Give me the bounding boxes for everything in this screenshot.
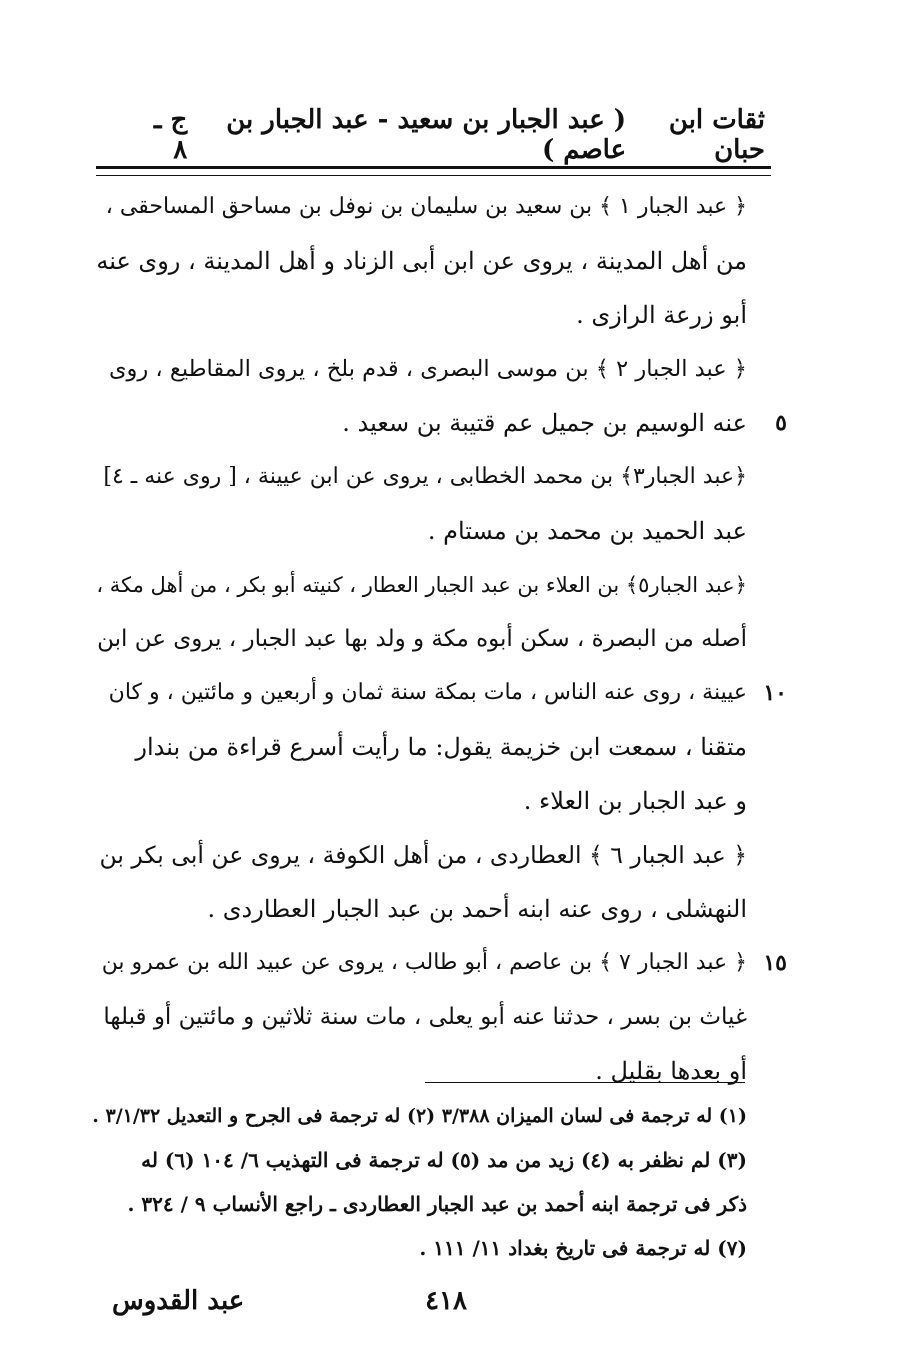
header-rule [96, 166, 771, 176]
text-line: ١٠ عيينة ، روى عنه الناس ، مات بمكة سنة ثمان و أربعين و مائتين ، و كان [97, 666, 747, 720]
text-line: و عبد الجبار بن العلاء . [523, 787, 747, 815]
line-number: ١٥ [763, 950, 787, 976]
text-line: من أهل المدينة ، يروى عن ابن أبى الزناد و أهل المدينة ، روى عنه [96, 247, 747, 275]
signature: عبد القدوس [112, 1286, 245, 1316]
text-line: ﴿عبد الجبار٣﴾ بن محمد الخطابى ، يروى عن ابن عيينة ، [ روى عنه ـ ٤] [103, 464, 747, 489]
entry-range: ( عبد الجبار بن سعيد - عبد الجبار بن عاصم ) [226, 105, 627, 165]
entry [97, 936, 787, 1098]
page-number: ٤١٨ [425, 1286, 467, 1316]
footnote-rule [425, 1082, 745, 1083]
text-line: أصله من البصرة ، سكن أبوه مكة و ولد بها عبد الجبار ، يروى عن ابن [97, 626, 747, 652]
text-line: أو بعدها بقليل . [595, 1057, 747, 1085]
text-line: ﴿ عبد الجبار ٢ ﴾ بن موسى البصرى ، قدم بلخ ، يروى المقاطيع ، روى [108, 356, 747, 382]
text-line: ١٥ ﴿ عبد الجبار ٧ ﴾ بن عاصم ، أبو طالب ، يروى عن عبيد الله بن عمرو بن [97, 936, 747, 990]
entry [97, 450, 747, 558]
entry [97, 342, 747, 396]
main-text [96, 180, 787, 1098]
footnotes [87, 1094, 747, 1270]
entry [97, 180, 747, 342]
book-title: ثقات ابن حبان [668, 105, 765, 165]
line-number: ٥ [775, 410, 787, 436]
footnote-line: (١) له ترجمة فى لسان الميزان ٣/٣٨٨ (٢) له ترجمة فى الجرح و التعديل ٣/١/٣٢ . [92, 1105, 747, 1127]
entry [97, 828, 747, 936]
entry [97, 558, 747, 666]
page-footer [112, 1286, 747, 1326]
text-line: متقنا ، سمعت ابن خزيمة يقول: ما رأيت أسرع قراءة من بندار [135, 733, 747, 761]
footnote-line: (٣) لم نظفر به (٤) زيد من مد (٥) له ترجمة فى التهذيب ٦/ ١٠٤ (٦) له [141, 1148, 747, 1172]
entry [97, 666, 787, 828]
footnote-line: ذكر فى ترجمة ابنه أحمد بن عبد الجبار العطاردى ـ راجع الأنساب ٩ / ٣٢٤ . [127, 1192, 747, 1216]
footnote-line: (٧) له ترجمة فى تاريخ بغداد ١١/ ١١١ . [419, 1236, 747, 1260]
text-line: غياث بن بسر ، حدثنا عنه أبو يعلى ، مات سنة ثلاثين و مائتين أو قبلها [103, 1004, 747, 1030]
text-line: ﴿ عبد الجبار ١ ﴾ بن سعيد بن سليمان بن نوفل بن مساحق المساحقى ، [105, 194, 747, 219]
line-number: ١٠ [763, 680, 787, 706]
volume-label: ج ـ ٨ [153, 105, 188, 165]
text-line: ٥ عنه الوسيم بن جميل عم قتيبة بن سعيد . [97, 396, 747, 450]
text-line: ﴿ عبد الجبار ٦ ﴾ العطاردى ، من أهل الكوفة ، يروى عن أبى بكر بن [99, 841, 747, 869]
text-line: عبد الحميد بن محمد بن مستام . [427, 517, 747, 545]
running-header [137, 105, 765, 165]
entry [97, 396, 787, 450]
text-line: النهشلى ، روى عنه ابنه أحمد بن عبد الجبار العطاردى . [207, 895, 747, 923]
text-line: ﴿عبد الجبار٥﴾ بن العلاء بن عبد الجبار العطار ، كنيته أبو بكر ، من أهل مكة ، [96, 573, 747, 597]
text-line: أبو زرعة الرازى . [576, 301, 747, 329]
